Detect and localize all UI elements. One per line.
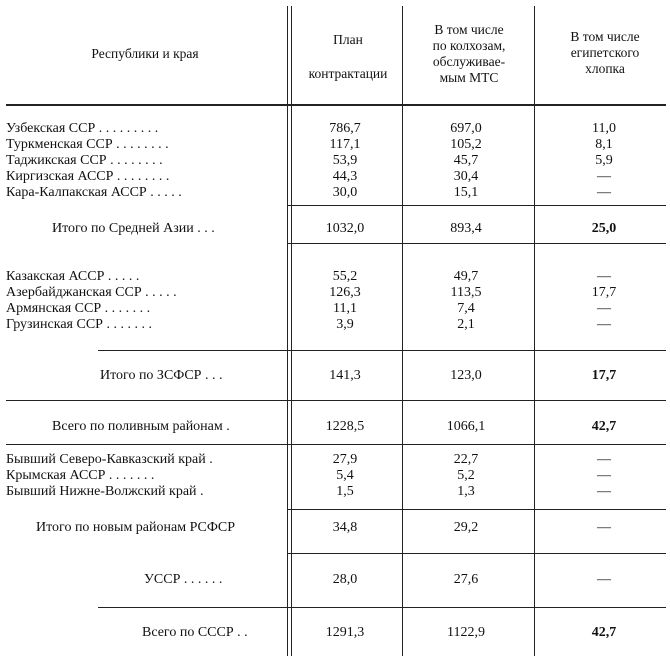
- cell-egyptian: 17,7: [591, 368, 617, 383]
- table-row: [0, 484, 670, 500]
- cell-mts: 22,7: [453, 452, 479, 467]
- divider-horizontal: [6, 400, 666, 401]
- header-plan: [294, 32, 402, 82]
- cell-mts: 7,4: [457, 301, 475, 316]
- cell-egyptian: —: [597, 269, 611, 284]
- cell-mts: 105,2: [450, 137, 482, 152]
- cell-plan: 1228,5: [325, 419, 365, 434]
- row-name: Бывший Нижне-Волжский край .: [6, 484, 204, 499]
- header-col3-line2: египетского: [570, 45, 640, 60]
- divider-horizontal: [288, 205, 666, 206]
- header-col2-line3: обслуживае-: [432, 54, 506, 69]
- cell-plan: 786,7: [329, 121, 361, 136]
- cell-egyptian: —: [597, 185, 611, 200]
- cell-plan: 34,8: [332, 520, 358, 535]
- subtotal-row: [0, 368, 670, 384]
- row-name: Итого по новым районам РСФСР: [36, 520, 236, 535]
- table-row: [0, 572, 670, 588]
- header-col2-line2: по колхозам,: [432, 38, 506, 53]
- cell-egyptian: 11,0: [592, 121, 616, 136]
- cell-plan: 44,3: [332, 169, 358, 184]
- cell-mts: 30,4: [453, 169, 479, 184]
- cell-egyptian: 25,0: [591, 221, 617, 236]
- cell-plan: 11,1: [333, 301, 357, 316]
- cell-plan: 1,5: [336, 484, 354, 499]
- cell-mts: 29,2: [453, 520, 479, 535]
- divider-horizontal: [6, 104, 666, 106]
- divider-horizontal: [98, 607, 666, 608]
- table-row: [0, 468, 670, 484]
- cell-plan: 28,0: [332, 572, 358, 587]
- cell-mts: 2,1: [457, 317, 475, 332]
- header-col1-line1: План: [333, 32, 363, 47]
- cell-mts: 49,7: [453, 269, 479, 284]
- row-name: Крымская АССР . . . . . . .: [6, 468, 155, 483]
- cell-plan: 30,0: [332, 185, 358, 200]
- cell-mts: 697,0: [450, 121, 482, 136]
- table-row: [0, 269, 670, 285]
- row-name: Киргизская АССР . . . . . . . .: [6, 169, 170, 184]
- cell-plan: 126,3: [329, 285, 361, 300]
- header-republics: [40, 46, 250, 62]
- cell-egyptian: 8,1: [595, 137, 613, 152]
- total-row: [0, 419, 670, 435]
- cell-egyptian: —: [597, 317, 611, 332]
- cell-plan: 5,4: [336, 468, 354, 483]
- cell-egyptian: —: [597, 572, 611, 587]
- cell-plan: 55,2: [332, 269, 358, 284]
- cell-egyptian: —: [597, 468, 611, 483]
- table-row: [0, 137, 670, 153]
- divider-horizontal: [6, 444, 666, 445]
- table-row: [0, 285, 670, 301]
- row-name: УССР . . . . . .: [144, 572, 223, 587]
- header-col3-line3: хлопка: [585, 61, 625, 76]
- table-row: [0, 121, 670, 137]
- row-name: Казакская АССР . . . . .: [6, 269, 140, 284]
- cell-egyptian: —: [597, 484, 611, 499]
- cell-plan: 27,9: [332, 452, 358, 467]
- cell-egyptian: —: [597, 169, 611, 184]
- cell-egyptian: —: [597, 520, 611, 535]
- header-col2-line1: В том числе: [434, 22, 504, 37]
- table-row: [0, 169, 670, 185]
- row-name: Таджикская ССР . . . . . . . .: [6, 153, 163, 168]
- cell-mts: 5,2: [457, 468, 475, 483]
- header-col0-text: Республики и края: [91, 46, 199, 61]
- cell-egyptian: 5,9: [595, 153, 613, 168]
- row-name: Туркменская ССР . . . . . . . .: [6, 137, 169, 152]
- row-name: Итого по ЗСФСР . . .: [100, 368, 223, 383]
- divider-horizontal: [288, 509, 666, 510]
- cell-mts: 1,3: [457, 484, 475, 499]
- cell-egyptian: 17,7: [591, 285, 617, 300]
- row-name: Грузинская ССР . . . . . . .: [6, 317, 152, 332]
- cell-plan: 3,9: [336, 317, 354, 332]
- cell-egyptian: —: [597, 452, 611, 467]
- table-row: [0, 153, 670, 169]
- row-name: Армянская ССР . . . . . . .: [6, 301, 151, 316]
- cell-mts: 15,1: [453, 185, 479, 200]
- cell-mts: 1122,9: [447, 625, 485, 640]
- table-row: [0, 317, 670, 333]
- row-name: Узбекская ССР . . . . . . . . .: [6, 121, 159, 136]
- header-col1-line2: контрактации: [308, 66, 388, 81]
- cell-egyptian: —: [597, 301, 611, 316]
- subtotal-row: [0, 520, 670, 536]
- grand-total-row: [0, 625, 670, 641]
- cell-plan: 53,9: [332, 153, 358, 168]
- table-row: [0, 301, 670, 317]
- divider-horizontal: [98, 350, 666, 351]
- cell-plan: 1291,3: [325, 625, 365, 640]
- table-row: [0, 185, 670, 201]
- row-name: Кара-Калпакская АССР . . . . .: [6, 185, 182, 200]
- divider-horizontal: [288, 243, 666, 244]
- cell-mts: 893,4: [450, 221, 482, 236]
- divider-horizontal: [288, 553, 666, 554]
- subtotal-row: [0, 221, 670, 237]
- row-name: Всего по поливным районам .: [52, 419, 230, 434]
- cell-plan: 1032,0: [325, 221, 365, 236]
- row-name: Итого по Средней Азии . . .: [52, 221, 215, 236]
- row-name: Бывший Северо-Кавказский край .: [6, 452, 213, 467]
- cell-mts: 45,7: [453, 153, 479, 168]
- row-name: Всего по СССР . .: [142, 625, 248, 640]
- cell-mts: 113,5: [450, 285, 482, 300]
- cell-plan: 141,3: [329, 368, 361, 383]
- cell-plan: 117,1: [329, 137, 361, 152]
- cell-egyptian: 42,7: [591, 419, 617, 434]
- table-row: [0, 452, 670, 468]
- cell-egyptian: 42,7: [591, 625, 617, 640]
- header-mts: [404, 22, 534, 86]
- header-egyptian: [544, 29, 666, 77]
- cell-mts: 1066,1: [446, 419, 486, 434]
- cell-mts: 27,6: [453, 572, 479, 587]
- cell-mts: 123,0: [450, 368, 482, 383]
- row-name: Азербайджанская ССР . . . . .: [6, 285, 177, 300]
- header-col2-line4: мым МТС: [439, 70, 499, 85]
- header-col3-line1: В том числе: [570, 29, 640, 44]
